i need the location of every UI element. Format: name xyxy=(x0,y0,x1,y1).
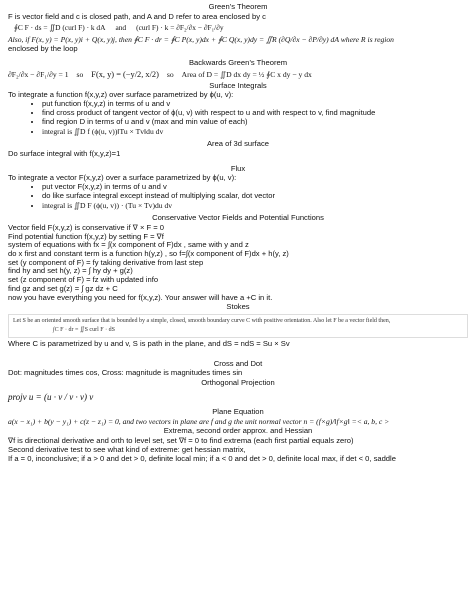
surface-item: • find region D in terms of u and v (max and min value of each) xyxy=(42,118,468,127)
flux-item: • put vector F(x,y,z) in terms of u and v xyxy=(42,183,468,192)
conservative-line: do x first and constant term is a function h(y,z) , so f=∫(x component of F)dx + h(y, z) xyxy=(8,248,289,258)
surface-item: • put function f(x,y,z) in terms of u and v xyxy=(42,100,468,109)
flux-list xyxy=(8,183,468,213)
conservative-line: find gz and set g(z) = ∫ gz dz + C xyxy=(8,283,118,293)
conservative-title: Conservative Vector Fields and Potential Functions xyxy=(152,213,324,223)
greens-formula xyxy=(14,24,468,33)
conservative-line: set (z component of F) = fz with updated info xyxy=(8,275,159,285)
projection-formula: projv u = (u · v / v · v) v xyxy=(8,391,94,402)
backwards-so1: so xyxy=(76,69,84,79)
conservative-line: find hy and set h(y, z) = ∫ hy dy + g(z) xyxy=(8,266,133,276)
greens-also-line1: Also, if F(x, y) = P(x, y)i + Q(x, y)j, then ∮C F · dr = ∮C P(x, y)dx + ∮C Q(x, y)dy = ∬R (∂Q/∂x − ∂P/∂y) dA where R is region xyxy=(8,34,394,44)
area3d-title: Area of 3d surface xyxy=(206,139,270,149)
surface-intro: To integrate a function f(x,y,z) over surface parametrized by ϕ(u, v): xyxy=(8,90,234,100)
plane-title: Plane Equation xyxy=(212,407,264,417)
plane-text: a(x − x₁) + b(y − y₁) + c(z − z₁) = 0, and two vectors in plane are f and g the unit normal vector n = (f×g)/‖f×g‖ =< a, b, c > xyxy=(8,416,390,426)
projection-title: Orthogonal Projection xyxy=(201,377,275,387)
backwards-row xyxy=(8,70,468,80)
flux-item: • integral is ∬D F (ϕ(u, v)) · (Tu × Tv)du dv xyxy=(42,200,468,213)
conservative-line: Find potential function f(x,y,z) by setting F = ∇f xyxy=(8,231,164,241)
backwards-part3: Area of D = ∬D dx dy = ½ ∮C x dy − y dx xyxy=(181,69,312,79)
surface-item: • find cross product of tangent vector of ϕ(u, v) with respect to u and with respect to v, find magnitude xyxy=(42,109,468,118)
conservative-line: set (y component of F) = fy taking derivative from last step xyxy=(8,257,204,267)
stokes-title: Stokes xyxy=(226,302,250,312)
backwards-so2: so xyxy=(166,69,174,79)
extrema-line: If a = 0, inconclusive; if a > 0 and det > 0, definite local min; if a < 0 and det > 0, definite local max, if det < 0, saddle xyxy=(8,453,396,463)
area3d-text: Do surface integral with f(x,y,z)=1 xyxy=(8,148,121,158)
greens-intro: F is vector field and c is closed path, and A and D refer to area enclosed by c xyxy=(8,11,266,21)
extrema-line: Second derivative test to see what kind of extreme: get hessian matrix, xyxy=(8,444,246,454)
notes-page xyxy=(8,2,468,463)
cross-dot-title: Cross and Dot xyxy=(213,358,263,368)
greens-formula-and: and xyxy=(115,23,127,33)
conservative-line: Vector field F(x,y,z) is conservative if ∇ × F = 0 xyxy=(8,222,165,232)
conservative-line: now you have everything you need for f(x,y,z). Your answer will have a +C in it. xyxy=(8,292,273,302)
cross-dot-text: Dot: magnitudes times cos, Cross: magnitude is magnitudes times sin xyxy=(8,368,243,378)
greens-title: Green’s Theorem xyxy=(208,2,268,11)
extrema-title: Extrema, second order approx. and Hessian xyxy=(163,426,313,436)
greens-formula-right: (curl F) · k = ∂F₂/∂x − ∂F₁/∂y xyxy=(136,23,224,33)
surface-title: Surface Integrals xyxy=(209,80,267,90)
stokes-box-line1: Let S be an oriented smooth surface that is bounded by a simple, closed, smooth boundary curve C with positive orientation. Also let F be a vector field then, xyxy=(13,318,391,325)
stokes-box-line2: ∫C F · dr = ∬S curl F · dS xyxy=(53,326,115,333)
backwards-part2: F(x, y) = (−y/2, x/2) xyxy=(91,70,159,80)
flux-item: • do like surface integral except instead of multiplying scalar, dot vector xyxy=(42,192,468,201)
surface-item: • integral is ∬D f (ϕ(u, v))‖Tu × Tv‖du dv xyxy=(42,126,468,139)
stokes-definition-image xyxy=(8,314,468,338)
flux-intro: To integrate a vector F(x,y,z) over a surface parametrized by ϕ(u, v): xyxy=(8,173,237,183)
backwards-part1: ∂F₂/∂x − ∂F₁/∂y = 1 xyxy=(8,69,69,79)
backwards-title: Backwards Green’s Theorem xyxy=(188,58,288,68)
surface-list xyxy=(8,100,468,139)
conservative-line: system of equations with fx = ∫(x component of F)dx , same with y and z xyxy=(8,240,249,250)
stokes-where: Where C is parametrized by u and v, S is path in the plane, and dS = ndS = Su × Sv xyxy=(8,338,290,348)
greens-also-line2: enclosed by the loop xyxy=(8,43,78,53)
flux-title: Flux xyxy=(230,163,246,173)
greens-formula-left: ∮C F · ds = ∬D (curl F) · k dA xyxy=(14,23,106,33)
extrema-line: ∇f is directional derivative and orth to level set, set ∇f = 0 to find extrema (each first partial equals zero) xyxy=(8,436,354,446)
